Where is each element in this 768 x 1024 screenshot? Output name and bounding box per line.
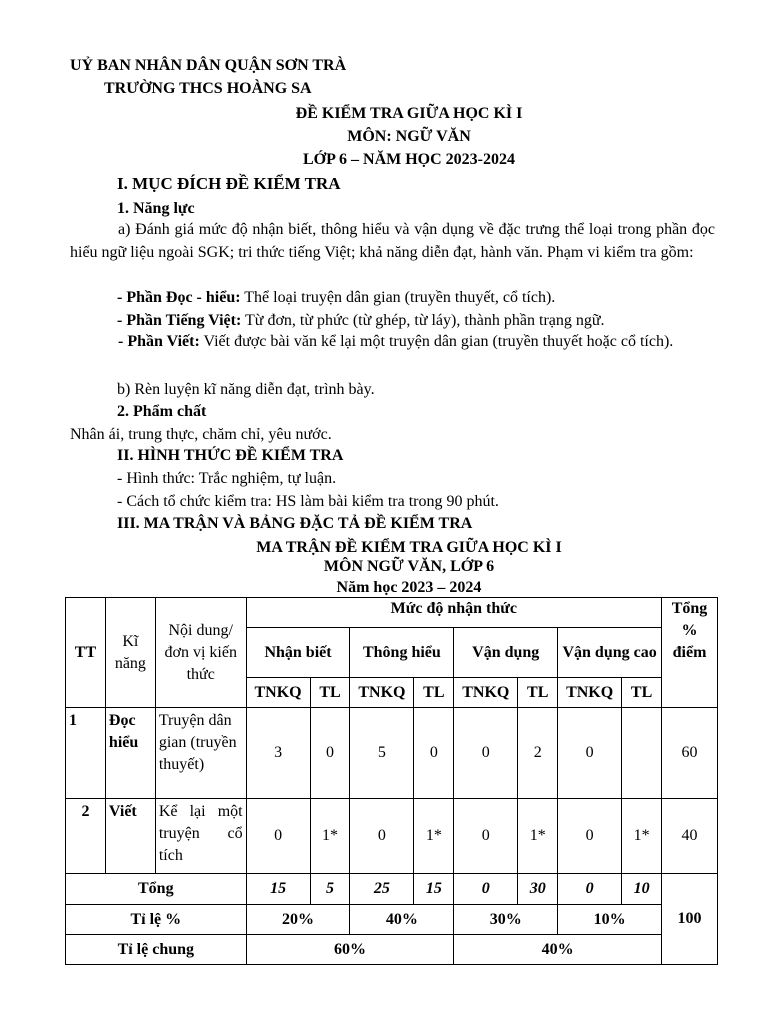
- common-ratio-cell: 40%: [454, 935, 662, 965]
- ratio-cell: 40%: [350, 905, 454, 935]
- sub-header-tl: TL: [414, 678, 454, 708]
- sub-header-tnkq: TNKQ: [558, 678, 622, 708]
- sum-cell: 15: [414, 874, 454, 905]
- row-cell: 1*: [622, 799, 662, 874]
- row-cell: 2: [518, 708, 558, 799]
- header-content: Nội dung/đơn vị kiến thức: [155, 598, 246, 708]
- row-cell: 0: [246, 799, 310, 874]
- organization-line: - Cách tổ chức kiểm tra: HS làm bài kiểm tra trong 90 phút.: [117, 493, 499, 510]
- sum-cell: 5: [310, 874, 350, 905]
- row-total: 60: [662, 708, 718, 799]
- level-understanding: Thông hiểu: [350, 628, 454, 678]
- header-total-percent: Tổng % điểm: [662, 598, 718, 708]
- ratio-cell: 10%: [558, 905, 662, 935]
- row-skill: Đọc hiểu: [105, 708, 155, 799]
- sum-cell: 30: [518, 874, 558, 905]
- ratio-cell: 30%: [454, 905, 558, 935]
- header-cognitive-levels: Mức độ nhận thức: [246, 598, 661, 628]
- sub-header-tl: TL: [310, 678, 350, 708]
- sum-cell: 10: [622, 874, 662, 905]
- sub-header-tnkq: TNKQ: [246, 678, 310, 708]
- exam-title: ĐỀ KIỂM TRA GIỮA HỌC KÌ I: [295, 105, 523, 122]
- row-content: Kể lại một truyện cổ tích: [155, 799, 246, 874]
- table-row: [66, 799, 718, 874]
- bullet-reading: - Phần Đọc - hiểu: Thể loại truyện dân gian (truyền thuyết, cổ tích).: [117, 289, 556, 306]
- subheading-competence: 1. Năng lực: [117, 200, 195, 217]
- ratio-label: Tỉ lệ %: [66, 905, 247, 935]
- row-cell: 0: [454, 708, 518, 799]
- sub-header-tl: TL: [622, 678, 662, 708]
- common-ratio-cell: 60%: [246, 935, 454, 965]
- matrix-year: Năm học 2023 – 2024: [336, 579, 482, 596]
- row-cell: 0: [310, 708, 350, 799]
- row-cell: 0: [558, 708, 622, 799]
- table-row: [66, 708, 718, 799]
- committee-name: UỶ BAN NHÂN DÂN QUẬN SƠN TRÀ: [70, 57, 347, 74]
- row-tt: 1: [66, 708, 106, 799]
- subheading-qualities: 2. Phẩm chất: [117, 403, 207, 420]
- ratio-row: [66, 905, 718, 935]
- sum-label: Tổng: [66, 874, 247, 905]
- grand-total: 100: [662, 874, 718, 965]
- bullet-vietnamese: - Phần Tiếng Việt: Từ đơn, từ phức (từ ghép, từ láy), thành phần trạng ngữ.: [117, 312, 605, 329]
- grade-year: LỚP 6 – NĂM HỌC 2023-2024: [303, 151, 515, 168]
- row-cell: 1*: [414, 799, 454, 874]
- common-ratio-row: [66, 935, 718, 965]
- sum-cell: 25: [350, 874, 414, 905]
- row-cell: 0: [454, 799, 518, 874]
- section-2-heading: II. HÌNH THỨC ĐỀ KIỂM TRA: [117, 447, 344, 464]
- header-skill: Kĩ năng: [105, 598, 155, 708]
- level-recognition: Nhận biết: [246, 628, 350, 678]
- section-1-heading: I. MỤC ĐÍCH ĐỀ KIỂM TRA: [117, 174, 341, 193]
- matrix-subject: MÔN NGỮ VĂN, LỚP 6: [323, 558, 495, 575]
- sum-cell: 15: [246, 874, 310, 905]
- sub-header-tnkq: TNKQ: [454, 678, 518, 708]
- paragraph-b: b) Rèn luyện kĩ năng diễn đạt, trình bày.: [117, 381, 375, 398]
- row-cell: 0: [414, 708, 454, 799]
- exam-subject: MÔN: NGỮ VĂN: [347, 128, 471, 145]
- row-skill: Viết: [105, 799, 155, 874]
- row-cell: 0: [350, 799, 414, 874]
- row-total: 40: [662, 799, 718, 874]
- row-cell: 1*: [518, 799, 558, 874]
- row-content: Truyện dân gian (truyền thuyết): [155, 708, 246, 799]
- bullet-writing: - Phần Viết: Viết được bài văn kể lại một truyện dân gian (truyền thuyết hoặc cổ tích).: [118, 333, 674, 350]
- sub-header-tl: TL: [518, 678, 558, 708]
- common-ratio-label: Tỉ lệ chung: [66, 935, 247, 965]
- row-tt: 2: [66, 799, 106, 874]
- section-3-heading: III. MA TRẬN VÀ BẢNG ĐẶC TẢ ĐỀ KIỂM TRA: [117, 515, 473, 532]
- level-high-application: Vận dụng cao: [558, 628, 662, 678]
- header-tt: TT: [66, 598, 106, 708]
- form-line: - Hình thức: Trắc nghiệm, tự luận.: [117, 470, 337, 487]
- row-cell: [622, 708, 662, 799]
- matrix-table: [65, 597, 718, 965]
- paragraph-a: a) Đánh giá mức độ nhận biết, thông hiểu và vận dụng về đặc trưng thể loại trong phần đọc hiểu ngữ liệu ngoài SGK; tri thức tiếng Việt; khả năng diễn đạt, hành văn. Phạm vi kiểm tra gồm:: [70, 221, 715, 261]
- sub-header-tnkq: TNKQ: [350, 678, 414, 708]
- school-name: TRƯỜNG THCS HOÀNG SA: [104, 80, 312, 97]
- row-cell: 0: [558, 799, 622, 874]
- row-cell: 5: [350, 708, 414, 799]
- sum-cell: 0: [454, 874, 518, 905]
- matrix-title: MA TRẬN ĐỀ KIỂM TRA GIỮA HỌC KÌ I: [256, 539, 562, 556]
- level-application: Vận dụng: [454, 628, 558, 678]
- sum-cell: 0: [558, 874, 622, 905]
- row-cell: 1*: [310, 799, 350, 874]
- qualities-text: Nhân ái, trung thực, chăm chỉ, yêu nước.: [70, 426, 332, 443]
- row-cell: 3: [246, 708, 310, 799]
- sum-row: [66, 874, 718, 905]
- ratio-cell: 20%: [246, 905, 350, 935]
